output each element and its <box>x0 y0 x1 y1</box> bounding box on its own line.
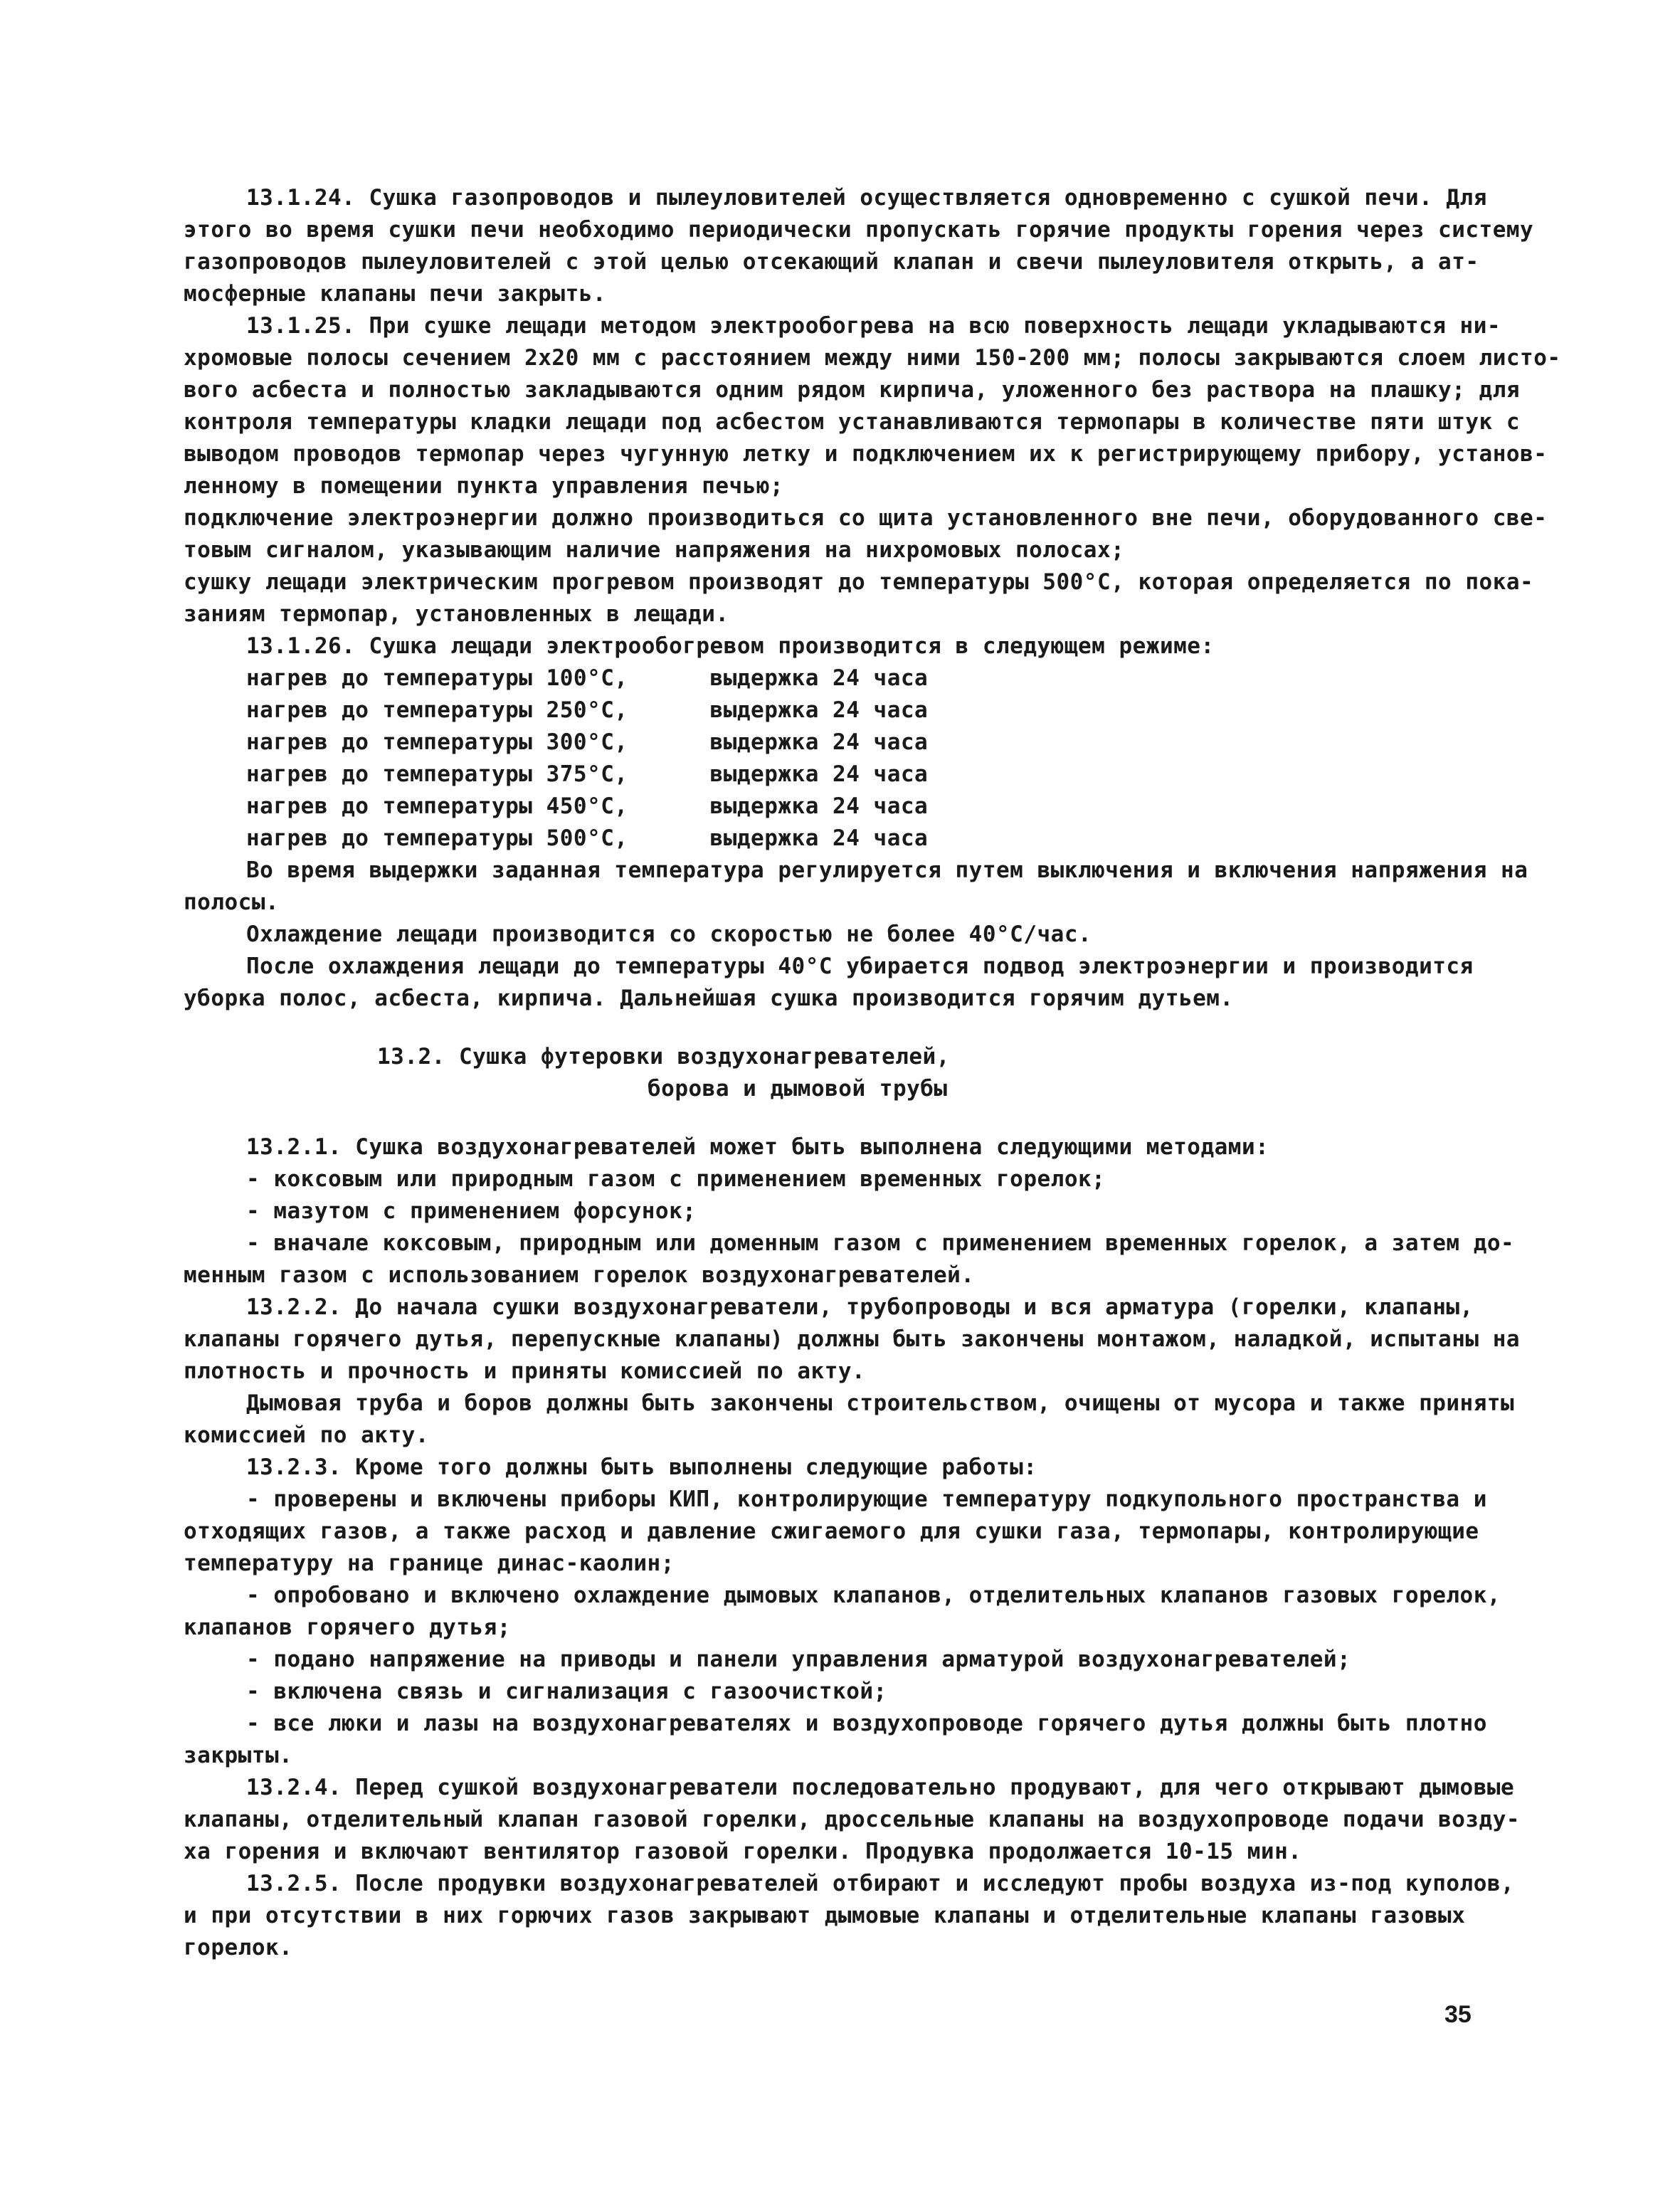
text-line: клапанов горячего дутья; <box>184 1615 511 1640</box>
schedule-row: нагрев до температуры 500°С, выдержка 24 часа <box>246 825 929 851</box>
text-line: полосы. <box>184 889 280 915</box>
text-line: ленному в помещении пункта управления печью; <box>184 473 784 499</box>
text-line: 13.2.4. Перед сушкой воздухонагреватели последовательно продувают, для чего открывают дымовые <box>246 1775 1515 1800</box>
section-heading: 13.2. Сушка футеровки воздухонагревателей, <box>377 1044 950 1070</box>
text-line: После охлаждения лещади до температуры 40°С убирается подвод электроэнергии и производится <box>246 954 1474 979</box>
text-line: клапаны горячего дутья, перепускные клапаны) должны быть закончены монтажом, наладкой, испытаны на <box>184 1326 1521 1352</box>
text-line: 13.2.3. Кроме того должны быть выполнены следующие работы: <box>246 1454 1037 1480</box>
text-line: закрыты. <box>184 1743 293 1768</box>
text-line: менным газом с использованием горелок воздухонагревателей. <box>184 1262 975 1288</box>
list-item: - включена связь и сигнализация с газоочисткой; <box>246 1679 887 1704</box>
schedule-row: нагрев до температуры 250°С, выдержка 24 часа <box>246 697 929 723</box>
text-line: контроля температуры кладки лещади под асбестом устанавливаются термопары в количестве пяти штук с <box>184 409 1521 435</box>
text-line: отходящих газов, а также расход и давление сжигаемого для сушки газа, термопары, контролирующие <box>184 1519 1479 1544</box>
text-line: 13.2.5. После продувки воздухонагревателей отбирают и исследуют пробы воздуха из-под куполов, <box>246 1871 1515 1896</box>
text-line: ха горения и включают вентилятор газовой горелки. Продувка продолжается 10-15 мин. <box>184 1839 1302 1864</box>
list-item: - опробовано и включено охлаждение дымовых клапанов, отделительных клапанов газовых горелок, <box>246 1583 1501 1608</box>
text-line: заниям термопар, установленных в лещади. <box>184 601 729 627</box>
text-line: Во время выдержки заданная температура регулируется путем выключения и включения напряжения на <box>246 857 1528 883</box>
text-line: мосферные клапаны печи закрыть. <box>184 281 607 307</box>
list-item: - вначале коксовым, природным или доменным газом с применением временных горелок, а затем до- <box>246 1230 1515 1256</box>
page-number: 35 <box>1444 2001 1472 2028</box>
text-line: товым сигналом, указывающим наличие напряжения на нихромовых полосах; <box>184 537 1125 563</box>
text-line: 13.2.2. До начала сушки воздухонагреватели, трубопроводы и вся арматура (горелки, клапаны, <box>246 1294 1474 1320</box>
text-line: Охлаждение лещади производится со скоростью не более 40°С/час. <box>246 922 1092 947</box>
list-item: - подано напряжение на приводы и панели управления арматурой воздухонагревателей; <box>246 1647 1351 1672</box>
text-line: уборка полос, асбеста, кирпича. Дальнейшая сушка производится горячим дутьем. <box>184 986 1234 1011</box>
text-line: и при отсутствии в них горючих газов закрывают дымовые клапаны и отделительные клапаны газовых <box>184 1903 1466 1928</box>
text-line: хромовые полосы сечением 2х20 мм с расстоянием между ними 150-200 мм; полосы закрываются слоем листо- <box>184 345 1561 371</box>
list-item: - проверены и включены приборы КИП, контролирующие температуру подкупольного пространства и <box>246 1487 1487 1512</box>
text-line: 13.1.24. Сушка газопроводов и пылеуловителей осуществляется одновременно с сушкой печи. Для <box>246 185 1487 211</box>
text-line: вого асбеста и полностью закладываются одним рядом кирпича, уложенного без раствора на плашку; для <box>184 377 1521 403</box>
schedule-row: нагрев до температуры 100°С, выдержка 24 часа <box>246 665 929 691</box>
text-line: 13.1.25. При сушке лещади методом электрообогрева на всю поверхность лещади укладываются ни- <box>246 313 1501 339</box>
text-line: температуру на границе динас-каолин; <box>184 1551 675 1576</box>
section-heading: борова и дымовой трубы <box>648 1076 948 1102</box>
text-line: клапаны, отделительный клапан газовой горелки, дроссельные клапаны на воздухопроводе подачи возду- <box>184 1807 1521 1832</box>
schedule-row: нагрев до температуры 450°С, выдержка 24 часа <box>246 793 929 819</box>
list-item: - все люки и лазы на воздухонагревателях и воздухопроводе горячего дутья должны быть плотно <box>246 1711 1487 1736</box>
text-line: горелок. <box>184 1935 293 1960</box>
text-line: 13.1.26. Сушка лещади электрообогревом производится в следующем режиме: <box>246 633 1215 659</box>
list-item: - мазутом с применением форсунок; <box>246 1198 697 1224</box>
text-line: Дымовая труба и боров должны быть закончены строительством, очищены от мусора и также приняты <box>246 1390 1515 1416</box>
text-line: выводом проводов термопар через чугунную летку и подключением их к регистрирующему прибору, установ- <box>184 441 1548 467</box>
text-line: подключение электроэнергии должно производиться со щита установленного вне печи, оборудованного све- <box>184 505 1548 531</box>
text-line: 13.2.1. Сушка воздухонагревателей может быть выполнена следующими методами: <box>246 1134 1269 1160</box>
list-item: - коксовым или природным газом с применением временных горелок; <box>246 1166 1106 1192</box>
schedule-row: нагрев до температуры 375°С, выдержка 24 часа <box>246 761 929 787</box>
text-line: сушку лещади электрическим прогревом производят до температуры 500°С, которая определяется по пока- <box>184 569 1534 595</box>
schedule-row: нагрев до температуры 300°С, выдержка 24 часа <box>246 729 929 755</box>
text-line: этого во время сушки печи необходимо периодически пропускать горячие продукты горения через систему <box>184 217 1534 243</box>
text-line: плотность и прочность и приняты комиссией по акту. <box>184 1358 866 1384</box>
text-line: комиссией по акту. <box>184 1422 429 1448</box>
text-line: газопроводов пылеуловителей с этой целью отсекающий клапан и свечи пылеуловителя открыть, а ат- <box>184 249 1479 275</box>
